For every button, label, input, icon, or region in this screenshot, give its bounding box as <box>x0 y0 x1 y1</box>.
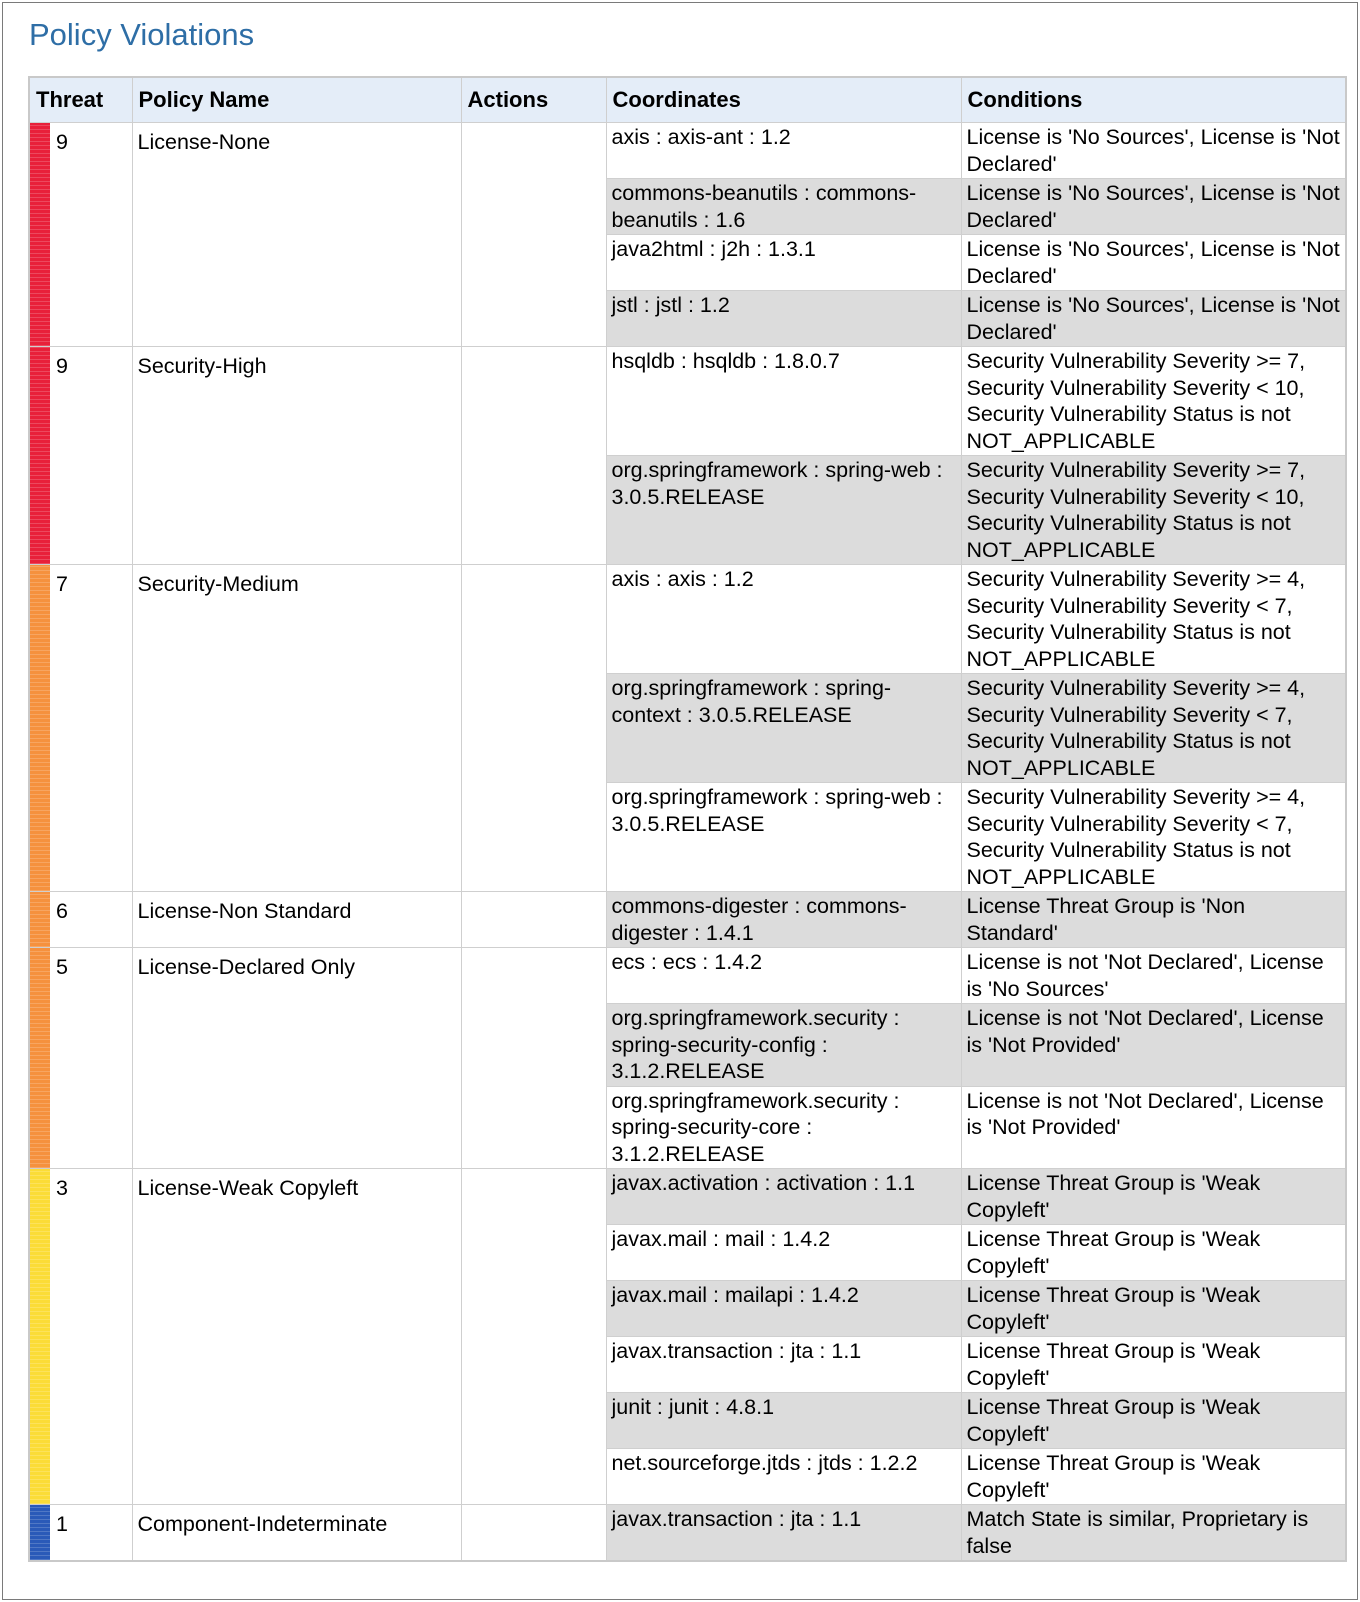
report-frame <box>2 2 1358 1600</box>
conditions-cell: License is not 'Not Declared', License is 'Not Provided' <box>961 1086 1346 1169</box>
conditions-cell: License is 'No Sources', License is 'Not Declared' <box>961 123 1346 179</box>
conditions-cell: License is not 'Not Declared', License is 'Not Provided' <box>961 1004 1346 1087</box>
conditions-cell: Match State is similar, Proprietary is false <box>961 1505 1346 1562</box>
threat-level-bar <box>30 347 50 564</box>
coordinates-cell[interactable]: org.springframework : spring-web : 3.0.5.RELEASE <box>606 783 961 892</box>
conditions-cell: License Threat Group is 'Weak Copyleft' <box>961 1393 1346 1449</box>
conditions-cell: License Threat Group is 'Weak Copyleft' <box>961 1449 1346 1505</box>
conditions-cell: License Threat Group is 'Weak Copyleft' <box>961 1169 1346 1225</box>
table-header-row <box>29 77 1346 123</box>
threat-value: 3 <box>56 1176 68 1200</box>
threat-level-bar <box>30 123 50 346</box>
table-row <box>29 1169 1346 1225</box>
threat-cell <box>29 347 132 565</box>
coordinates-cell[interactable]: junit : junit : 4.8.1 <box>606 1393 961 1449</box>
threat-value: 1 <box>56 1512 68 1536</box>
actions-cell <box>461 892 606 948</box>
threat-level-bar <box>30 892 50 947</box>
threat-value: 7 <box>56 572 68 596</box>
coordinates-cell[interactable]: org.springframework : spring-web : 3.0.5.RELEASE <box>606 456 961 565</box>
threat-cell <box>29 948 132 1169</box>
table-row <box>29 565 1346 674</box>
policy-violations-table <box>28 76 1347 1562</box>
conditions-cell: Security Vulnerability Severity >= 4, Security Vulnerability Severity < 7, Security Vulnerability Status is not NOT_APPLICABLE <box>961 565 1346 674</box>
page-title: Policy Violations <box>29 17 255 52</box>
table-row <box>29 948 1346 1004</box>
header-policy-name[interactable]: Policy Name <box>132 77 461 123</box>
coordinates-cell[interactable]: ecs : ecs : 1.4.2 <box>606 948 961 1004</box>
table-body <box>29 123 1346 1562</box>
threat-cell <box>29 123 132 347</box>
conditions-cell: Security Vulnerability Severity >= 4, Security Vulnerability Severity < 7, Security Vulnerability Status is not NOT_APPLICABLE <box>961 674 1346 783</box>
coordinates-cell[interactable]: javax.transaction : jta : 1.1 <box>606 1337 961 1393</box>
policy-name-cell[interactable]: Security-Medium <box>132 565 461 892</box>
coordinates-cell[interactable]: axis : axis-ant : 1.2 <box>606 123 961 179</box>
coordinates-cell[interactable]: javax.transaction : jta : 1.1 <box>606 1505 961 1562</box>
coordinates-cell[interactable]: javax.mail : mailapi : 1.4.2 <box>606 1281 961 1337</box>
threat-level-bar <box>30 1169 50 1504</box>
threat-level-bar <box>30 1505 50 1560</box>
policy-name-cell[interactable]: Component-Indeterminate <box>132 1505 461 1562</box>
header-conditions[interactable]: Conditions <box>961 77 1346 123</box>
coordinates-cell[interactable]: commons-digester : commons-digester : 1.4.1 <box>606 892 961 948</box>
policy-name-cell[interactable]: License-Weak Copyleft <box>132 1169 461 1505</box>
coordinates-cell[interactable]: java2html : j2h : 1.3.1 <box>606 235 961 291</box>
conditions-cell: License Threat Group is 'Non Standard' <box>961 892 1346 948</box>
actions-cell <box>461 948 606 1169</box>
actions-cell <box>461 565 606 892</box>
conditions-cell: License is 'No Sources', License is 'Not Declared' <box>961 179 1346 235</box>
threat-cell <box>29 1169 132 1505</box>
conditions-cell: License Threat Group is 'Weak Copyleft' <box>961 1225 1346 1281</box>
header-actions[interactable]: Actions <box>461 77 606 123</box>
coordinates-cell[interactable]: axis : axis : 1.2 <box>606 565 961 674</box>
coordinates-cell[interactable]: javax.mail : mail : 1.4.2 <box>606 1225 961 1281</box>
policy-name-cell[interactable]: License-None <box>132 123 461 347</box>
actions-cell <box>461 1505 606 1562</box>
coordinates-cell[interactable]: commons-beanutils : commons-beanutils : 1.6 <box>606 179 961 235</box>
threat-value: 6 <box>56 899 68 923</box>
header-threat[interactable]: Threat <box>29 77 132 123</box>
threat-cell <box>29 565 132 892</box>
threat-cell <box>29 1505 132 1562</box>
policy-name-cell[interactable]: License-Non Standard <box>132 892 461 948</box>
policy-name-cell[interactable]: License-Declared Only <box>132 948 461 1169</box>
conditions-cell: License Threat Group is 'Weak Copyleft' <box>961 1337 1346 1393</box>
table-row <box>29 347 1346 456</box>
conditions-cell: Security Vulnerability Severity >= 7, Security Vulnerability Severity < 10, Security Vulnerability Status is not NOT_APPLICABLE <box>961 347 1346 456</box>
threat-level-bar <box>30 948 50 1168</box>
threat-cell <box>29 892 132 948</box>
coordinates-cell[interactable]: org.springframework.security : spring-security-core : 3.1.2.RELEASE <box>606 1086 961 1169</box>
conditions-cell: Security Vulnerability Severity >= 4, Security Vulnerability Severity < 7, Security Vulnerability Status is not NOT_APPLICABLE <box>961 783 1346 892</box>
conditions-cell: License Threat Group is 'Weak Copyleft' <box>961 1281 1346 1337</box>
header-coordinates[interactable]: Coordinates <box>606 77 961 123</box>
threat-value: 5 <box>56 955 68 979</box>
coordinates-cell[interactable]: net.sourceforge.jtds : jtds : 1.2.2 <box>606 1449 961 1505</box>
coordinates-cell[interactable]: org.springframework.security : spring-security-config : 3.1.2.RELEASE <box>606 1004 961 1087</box>
actions-cell <box>461 347 606 565</box>
table-row <box>29 892 1346 948</box>
coordinates-cell[interactable]: org.springframework : spring-context : 3.0.5.RELEASE <box>606 674 961 783</box>
threat-level-bar <box>30 565 50 891</box>
conditions-cell: License is 'No Sources', License is 'Not Declared' <box>961 235 1346 291</box>
conditions-cell: License is not 'Not Declared', License is 'No Sources' <box>961 948 1346 1004</box>
table-row <box>29 1505 1346 1562</box>
conditions-cell: Security Vulnerability Severity >= 7, Security Vulnerability Severity < 10, Security Vulnerability Status is not NOT_APPLICABLE <box>961 456 1346 565</box>
actions-cell <box>461 123 606 347</box>
coordinates-cell[interactable]: javax.activation : activation : 1.1 <box>606 1169 961 1225</box>
policy-name-cell[interactable]: Security-High <box>132 347 461 565</box>
threat-value: 9 <box>56 354 68 378</box>
actions-cell <box>461 1169 606 1505</box>
coordinates-cell[interactable]: hsqldb : hsqldb : 1.8.0.7 <box>606 347 961 456</box>
coordinates-cell[interactable]: jstl : jstl : 1.2 <box>606 291 961 347</box>
threat-value: 9 <box>56 130 68 154</box>
conditions-cell: License is 'No Sources', License is 'Not Declared' <box>961 291 1346 347</box>
table-row <box>29 123 1346 179</box>
